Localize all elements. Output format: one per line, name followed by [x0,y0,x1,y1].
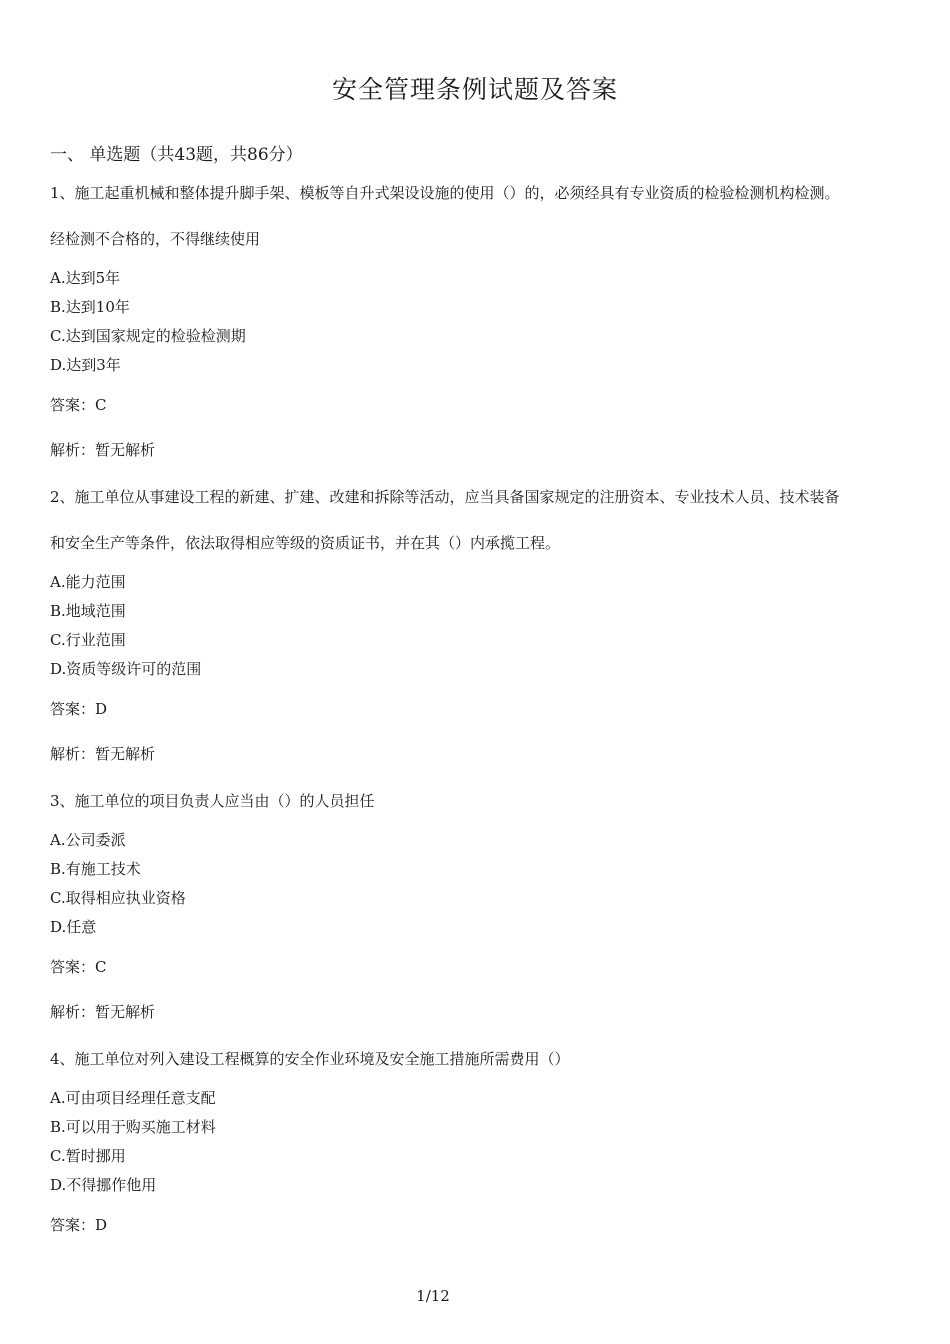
option-list [50,568,910,684]
question-stem-continued: 和安全生产等条件，依法取得相应等级的资质证书，并在其（）内承揽工程。 [50,534,561,552]
option-a: A.公司委派 [50,831,126,849]
question-stem: 3、施工单位的项目负责人应当由（）的人员担任 [50,792,375,810]
option-a: A.达到5年 [50,269,121,287]
option-d: D.任意 [50,918,97,936]
option-list [50,1084,910,1200]
option-c: C.行业范围 [50,631,126,649]
option-list [50,264,910,380]
page-number: 1/12 [416,1287,450,1305]
document-title: 安全管理条例试题及答案 [331,75,618,104]
analysis-line: 解析：暂无解析 [50,1003,156,1021]
option-c: C.达到国家规定的检验检测期 [50,327,246,345]
question-item [50,181,910,461]
answer-line: 答案：D [50,1216,108,1234]
question-stem-continued: 经检测不合格的，不得继续使用 [50,230,261,248]
option-a: A.可由项目经理任意支配 [50,1089,216,1107]
section-heading: 一、 单选题（共43题，共86分） [50,145,303,165]
question-stem: 2、施工单位从事建设工程的新建、扩建、改建和拆除等活动，应当具备国家规定的注册资本、专业技术人员、技术装备 [50,488,840,506]
answer-line: 答案：C [50,958,107,976]
option-c: C.暂时挪用 [50,1147,126,1165]
answer-line: 答案：D [50,700,108,718]
analysis-line: 解析：暂无解析 [50,441,156,459]
question-stem: 1、施工起重机械和整体提升脚手架、模板等自升式架设设施的使用（）的，必须经具有专业资质的检验检测机构检测。 [50,184,840,202]
option-list [50,826,910,942]
option-b: B.地域范围 [50,602,126,620]
option-b: B.有施工技术 [50,860,141,878]
question-list [50,181,910,1236]
option-d: D.不得挪作他用 [50,1176,157,1194]
question-item [50,485,910,765]
option-b: B.可以用于购买施工材料 [50,1118,216,1136]
question-stem: 4、施工单位对列入建设工程概算的安全作业环境及安全施工措施所需费用（） [50,1050,570,1068]
analysis-line: 解析：暂无解析 [50,745,156,763]
option-c: C.取得相应执业资格 [50,889,186,907]
option-d: D.达到3年 [50,356,121,374]
question-item [50,1047,910,1236]
option-d: D.资质等级许可的范围 [50,660,202,678]
question-item [50,789,910,1023]
option-a: A.能力范围 [50,573,126,591]
option-b: B.达到10年 [50,298,130,316]
answer-line: 答案：C [50,396,107,414]
